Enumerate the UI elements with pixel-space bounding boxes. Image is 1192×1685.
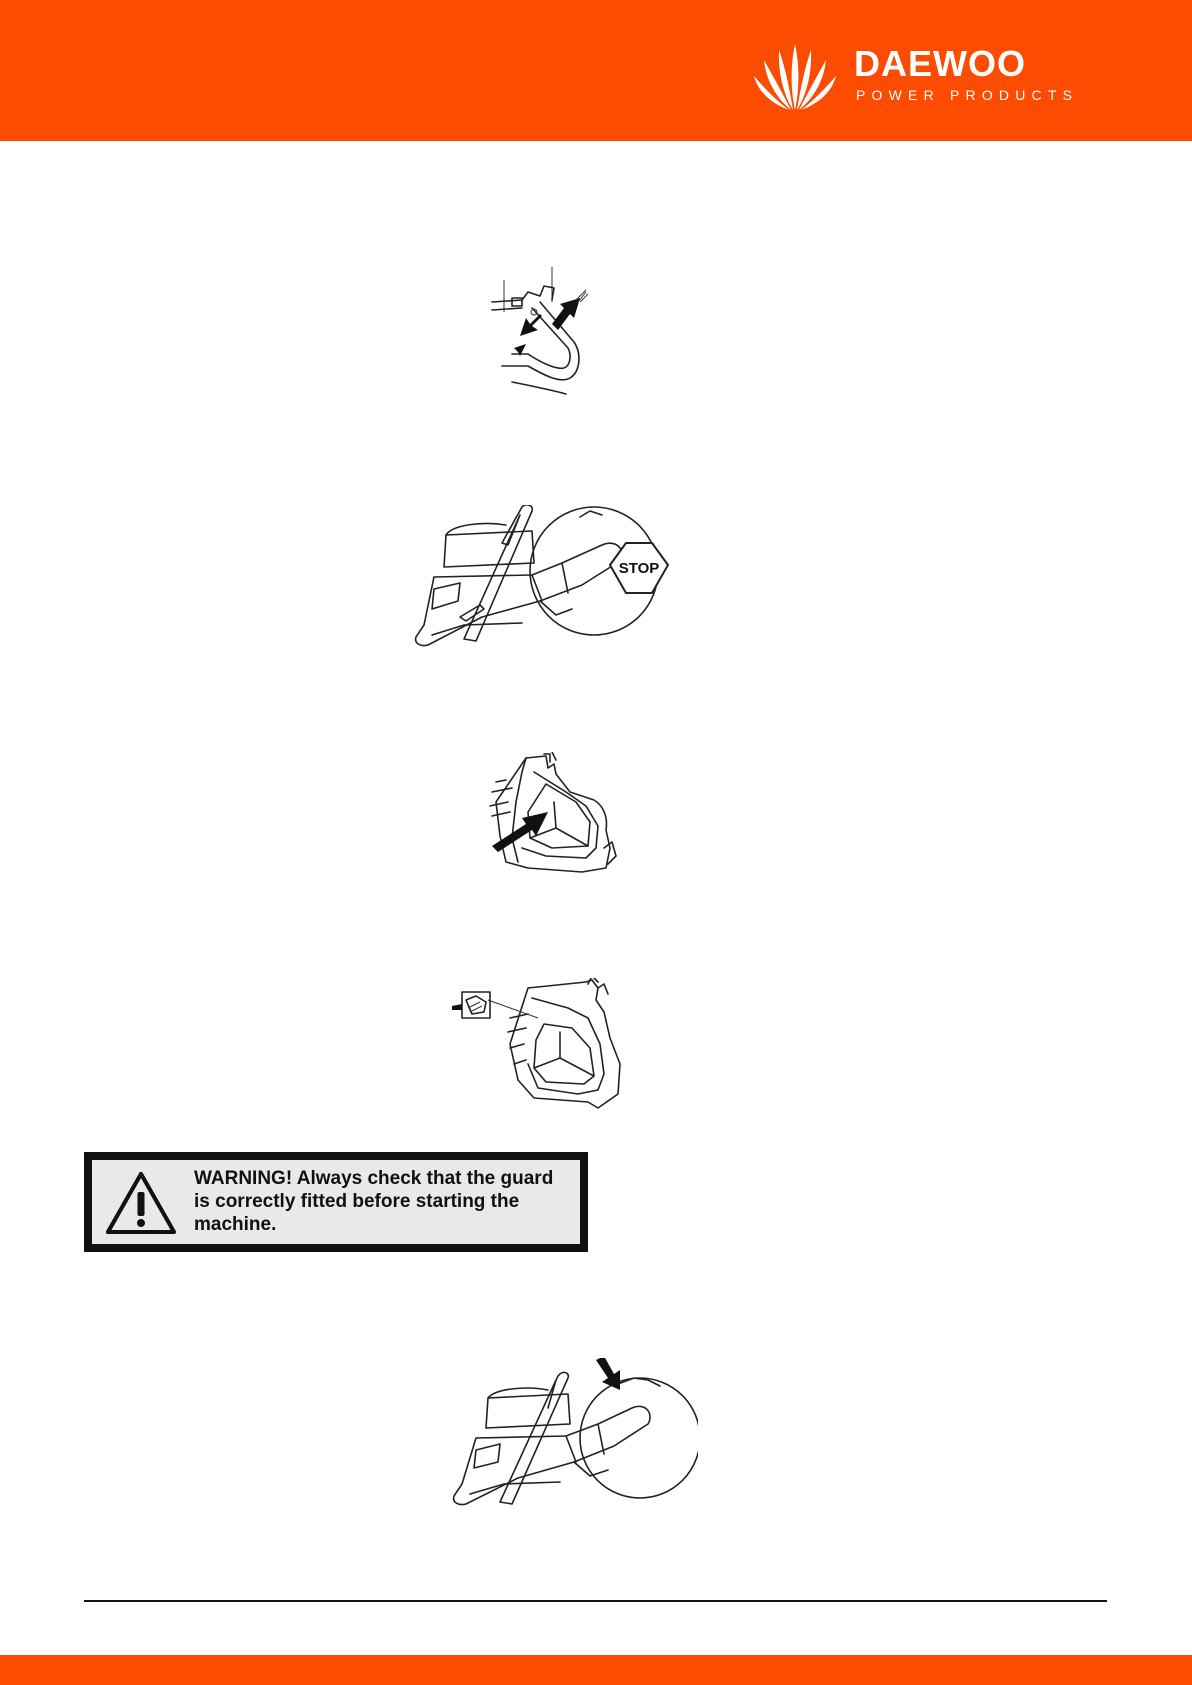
brand-name: DAEWOO xyxy=(854,43,1026,84)
brand-subtitle: POWER PRODUCTS xyxy=(856,87,1079,103)
figure-cutter-stop xyxy=(412,505,692,655)
stop-sign-label: STOP xyxy=(618,560,660,577)
page-header xyxy=(0,0,1192,141)
figure-handle-adjustment xyxy=(482,262,602,402)
warning-text: WARNING! Always check that the guard is correctly fitted before starting the machine. xyxy=(194,1168,554,1235)
daewoo-logo xyxy=(752,42,1079,112)
footer-rule xyxy=(84,1600,1107,1602)
footer-bar xyxy=(0,1655,1192,1685)
figure-guard-arrow xyxy=(486,752,626,882)
warning-box xyxy=(84,1152,588,1252)
daewoo-fan-logo-icon xyxy=(752,42,838,112)
figure-cutter-guard-arrow xyxy=(448,1358,698,1518)
figure-guard-detail xyxy=(448,978,628,1118)
warning-triangle-icon xyxy=(104,1170,178,1236)
